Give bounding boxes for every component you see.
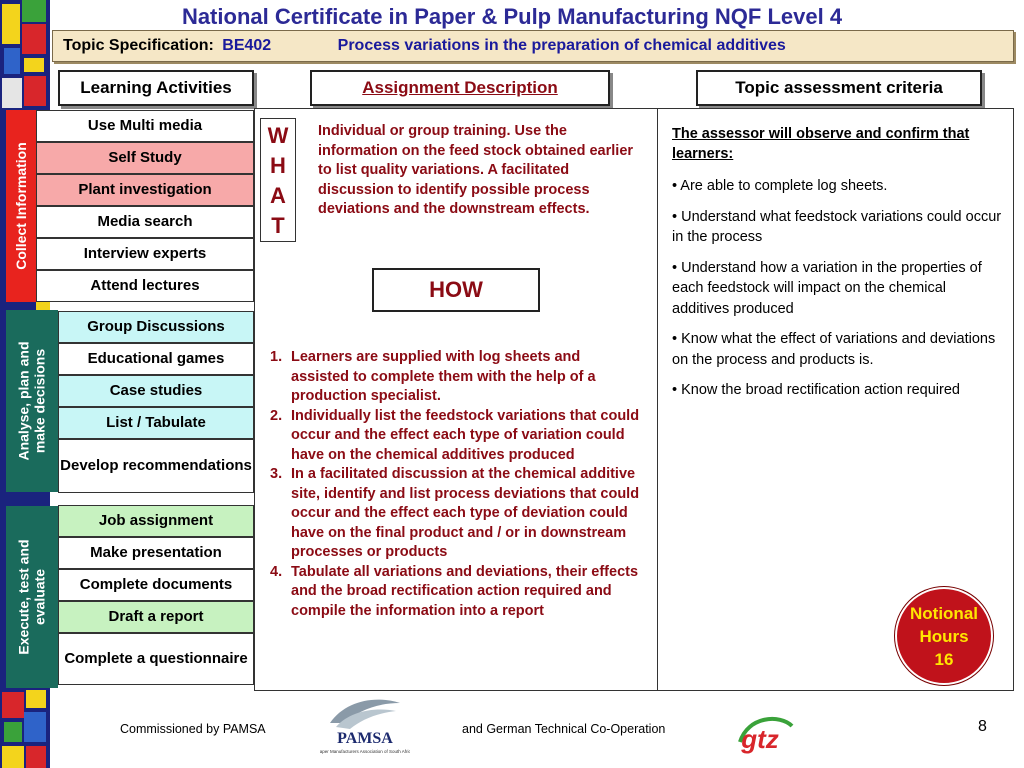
band-collect-information bbox=[6, 110, 36, 302]
activity-group-discussions: Group Discussions bbox=[58, 311, 254, 343]
how-step-text: Learners are supplied with log sheets and assisted to complete them with the help of a production specialist. bbox=[291, 349, 596, 404]
criteria-item: • Know the broad rectification action required bbox=[672, 382, 960, 398]
how-step-number: 1. bbox=[270, 349, 283, 365]
how-step-text: Tabulate all variations and deviations, their effects and the broad rectification action required and compile the information into a report bbox=[291, 563, 639, 619]
topic-code: BE402 bbox=[222, 37, 272, 54]
what-letter-h: H bbox=[270, 153, 286, 178]
how-step bbox=[270, 465, 640, 563]
what-description: Individual or group training. Use the information on the feed stock obtained earlier to list quality variations. A facilitated discussion to identify possible process deviations and the downstream effects. bbox=[318, 123, 634, 217]
activity-case-studies: Case studies bbox=[58, 375, 254, 407]
how-step bbox=[270, 348, 640, 407]
what-letter-w: W bbox=[267, 123, 289, 148]
activity-draft-a-report: Draft a report bbox=[58, 601, 254, 633]
band-collect-label: Collect Information bbox=[13, 142, 29, 270]
how-step-number: 4. bbox=[270, 563, 283, 580]
criteria-item: • Understand how a variation in the properties of each feedstock will impact on the chemical additives produced bbox=[672, 259, 982, 317]
criteria-item: • Understand what feedstock variations could occur in the process bbox=[672, 208, 1002, 245]
activity-educational-games: Educational games bbox=[58, 343, 254, 375]
assignment-description-link[interactable]: Assignment Description bbox=[310, 70, 610, 106]
gtz-logo bbox=[728, 712, 798, 756]
how-step bbox=[270, 407, 640, 466]
activity-make-presentation: Make presentation bbox=[58, 537, 254, 569]
activity-list-tabulate: List / Tabulate bbox=[58, 407, 254, 439]
band-analyse-plan bbox=[6, 310, 58, 492]
what-label-box bbox=[260, 118, 296, 242]
how-step-text: In a facilitated discussion at the chemical additive site, identify and list process deviations that could occur and the effect each type of deviation could have on the final product and / or in downstream processes or products bbox=[291, 466, 640, 560]
how-step-text: Individually list the feedstock variations that could occur and the effect each type of variation could have on the chemical additives produced bbox=[291, 407, 640, 463]
activity-complete-a-questionnaire: Complete a questionnaire bbox=[58, 633, 254, 685]
footer-commissioned-text: Commissioned by PAMSA bbox=[120, 722, 266, 736]
how-step-number: 3. bbox=[270, 466, 283, 482]
activity-interview-experts: Interview experts bbox=[36, 238, 254, 270]
notional-hours-line1: Notional bbox=[910, 603, 978, 623]
what-letter-t: T bbox=[271, 213, 285, 238]
band-execute-label bbox=[16, 539, 48, 654]
pamsa-logo-graphic bbox=[320, 693, 410, 763]
activity-use-multi-media: Use Multi media bbox=[36, 110, 254, 142]
band-analyse-line2: make decisions bbox=[32, 348, 49, 454]
page-number: 8 bbox=[978, 718, 987, 735]
band-analyse-line1: Analyse, plan and bbox=[16, 341, 33, 461]
topic-assessment-criteria-header: Topic assessment criteria bbox=[696, 70, 982, 106]
notional-hours-line2: Hours bbox=[919, 626, 969, 646]
notional-hours-badge bbox=[895, 587, 993, 685]
learning-activities-header: Learning Activities bbox=[58, 70, 254, 106]
activity-complete-documents: Complete documents bbox=[58, 569, 254, 601]
pamsa-logo bbox=[320, 693, 410, 763]
topic-description: Process variations in the preparation of chemical additives bbox=[337, 37, 786, 54]
criteria-list bbox=[672, 176, 1002, 411]
topic-label: Topic Specification: bbox=[63, 37, 214, 54]
activity-attend-lectures: Attend lectures bbox=[36, 270, 254, 302]
how-step-number: 2. bbox=[270, 407, 283, 424]
pamsa-logo-sub: Paper Manufacturers Association of South Africa bbox=[320, 749, 410, 754]
how-label-box: HOW bbox=[372, 268, 540, 312]
criteria-heading: The assessor will observe and confirm that learners: bbox=[672, 126, 970, 162]
activity-media-search: Media search bbox=[36, 206, 254, 238]
activity-self-study: Self Study bbox=[36, 142, 254, 174]
band-execute-line1: Execute, test and bbox=[16, 539, 32, 655]
topic-specification-bar bbox=[52, 30, 1014, 62]
activity-develop-recommendations: Develop recommendations bbox=[58, 439, 254, 493]
how-steps-list bbox=[270, 348, 640, 621]
gtz-logo-graphic bbox=[728, 712, 798, 756]
band-execute-test bbox=[6, 506, 58, 688]
criteria-item: • Are able to complete log sheets. bbox=[672, 178, 888, 194]
pamsa-logo-text: PAMSA bbox=[337, 730, 393, 747]
what-letter-a: A bbox=[270, 183, 286, 208]
band-execute-line2: evaluate bbox=[32, 568, 48, 626]
page-title: National Certificate in Paper & Pulp Manufacturing NQF Level 4 bbox=[181, 4, 843, 29]
footer-cooperation-text: and German Technical Co-Operation bbox=[462, 722, 666, 736]
activity-job-assignment: Job assignment bbox=[58, 505, 254, 537]
gtz-logo-text: gtz bbox=[741, 724, 779, 754]
band-analyse-label bbox=[16, 341, 48, 460]
criteria-item: • Know what the effect of variations and deviations on the process and products is. bbox=[672, 331, 996, 368]
how-step bbox=[270, 563, 640, 622]
notional-hours-value: 16 bbox=[934, 649, 954, 669]
activity-plant-investigation: Plant investigation bbox=[36, 174, 254, 206]
